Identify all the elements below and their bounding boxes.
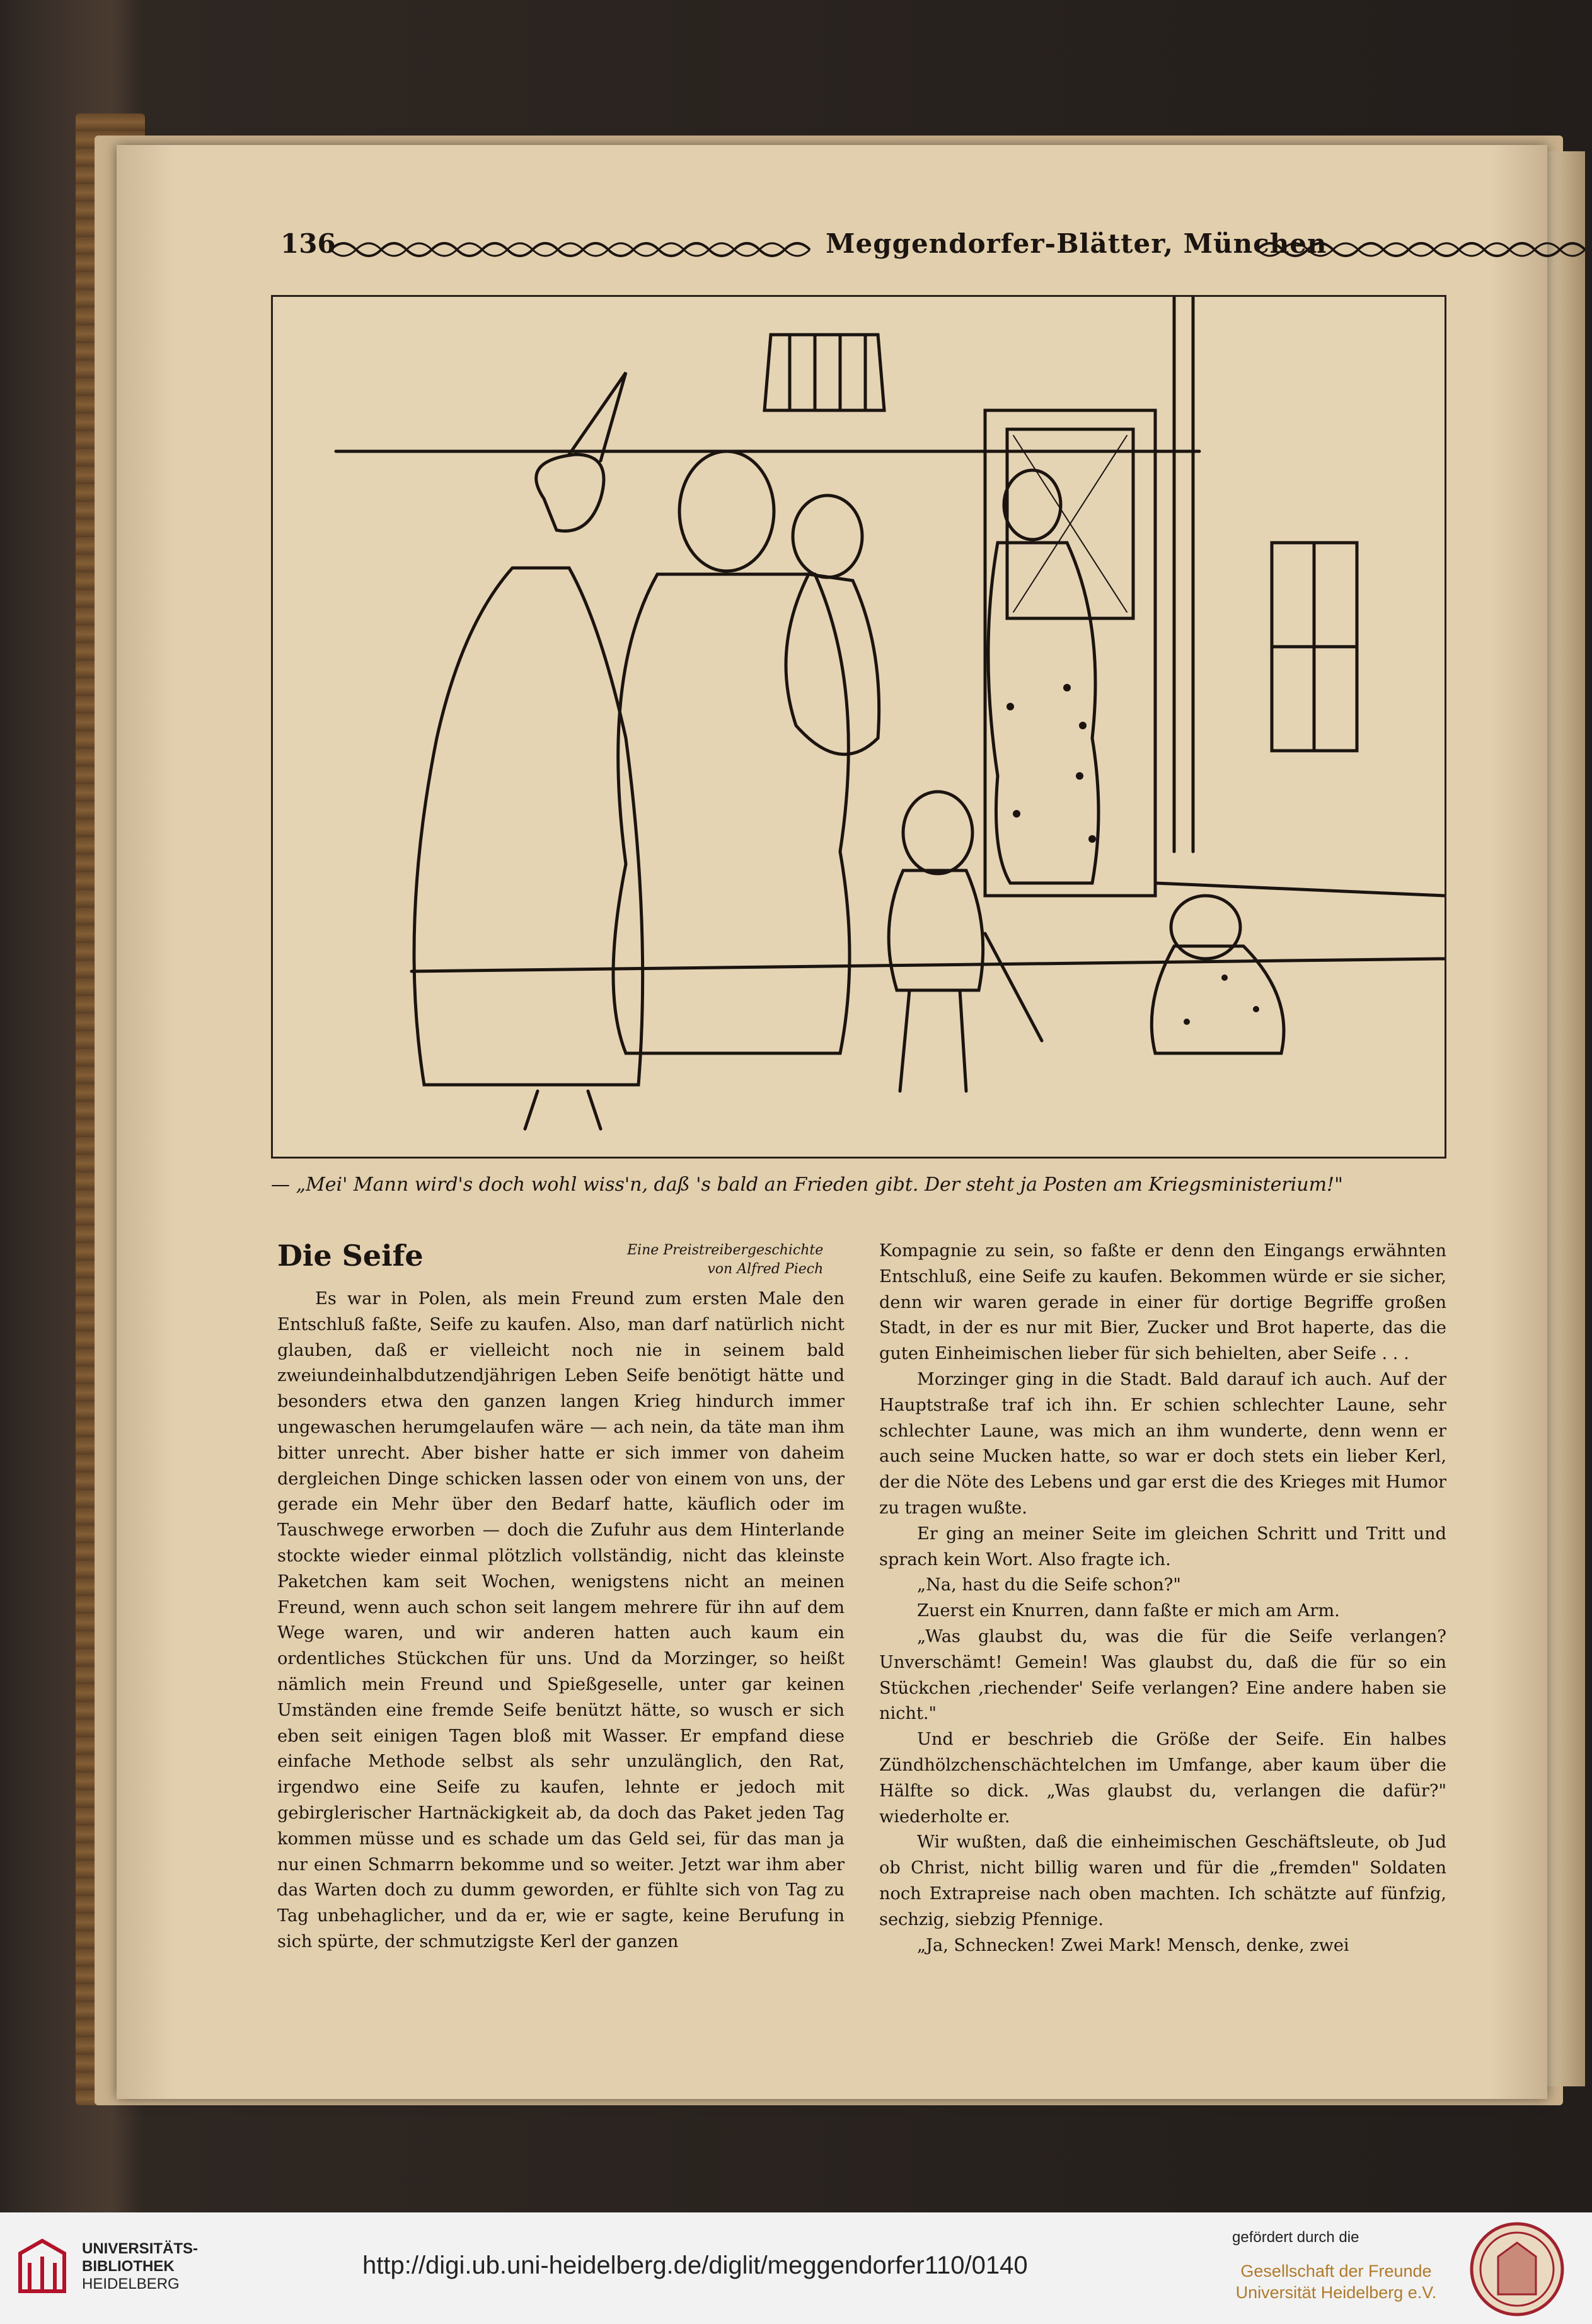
library-name-line3: HEIDELBERG — [82, 2275, 180, 2292]
paragraph: „Ja, Schnecken! Zwei Mark! Mensch, denke, zwei — [917, 1935, 1349, 1955]
byline-author: von Alfred Piech — [707, 1261, 824, 1277]
paragraph: Es war in Polen, als mein Freund zum ersten Male den Entschluß faßte, Seife zu kaufen. Also, man darf natürlich nicht glauben, daß er vielleicht noch nie in seinem bald zweiundeinhalbdutzendjährigen Leben Seife benötigt hätte und besonders etwa den ganzen langen Krieg hindurch immer ungewaschen herumgelaufen wäre — ach nein, da täte man ihm bitter unrecht. Aber bisher hatte er sich immer von daheim dergleichen Dinge schicken lassen oder von einem von uns, der gerade ein Mehr über den Bedarf hatte, käuflich oder im Tauschwege erworben — doch die Zufuhr aus dem Hinterlande stockte wieder einmal plötzlich vollständig, nicht das kleinste Paketchen kam seit Wochen, wenigstens nicht an meinen Freund, wenn auch schon seit langem mehrere für ihn auf dem Wege waren, und wir anderen hatten auch kaum ein ordentliches Stückchen für uns. Und da Morzinger, so heißt nämlich mein Freund und Spießgeselle, unter gar keinen Umständen eine fremde Seife benützt hätte, so wusch er sich eben seit einigen Tagen bloß mit Wasser. Er empfand diese einfache Methode selbst als sehr unzulänglich, den Rat, irgendwo eine Seife zu kaufen, lehnte er jedoch mit gebirglerischer Hartnäckigkeit ab, da doch das Paket jeden Tag kommen müsse und es schade um das Geld sei, für das man ja nur einen Schmarrn bekomme und so weiter. Jetzt war ihm aber das Warten doch zu dumm geworden, er fühlte sich von Tag zu Tag unbehaglicher, und da er, wie er sagte, keine Berufung in sich spürte, der schmutzigste Kerl der ganzen — [277, 1289, 845, 1951]
paragraph: Morzinger ging in die Stadt. Bald darauf ich auch. Auf der Hauptstraße traf ich ihn. Er schien schlechter Laune, sehr schlechter Laune, was mich an ihm wunderte, denn wenn er auch seine Mucken hatte, so war er doch stets ein lieber Kerl, der die Nöte des Lebens und gar erst die des Krieges mit Humor zu tragen wußte. — [879, 1369, 1446, 1518]
sponsor-name-line2: Universität Heidelberg e.V. — [1235, 2283, 1437, 2302]
university-seal-icon — [1465, 2219, 1569, 2320]
viewer-footer — [0, 2212, 1592, 2324]
article-body-left — [277, 1286, 845, 1955]
ornament-right-icon — [1257, 237, 1585, 262]
permalink-url[interactable]: http://digi.ub.uni-heidelberg.de/diglit/meggendorfer110/0140 — [362, 2252, 1028, 2279]
university-library-logo-icon — [14, 2238, 71, 2298]
page-edge — [1547, 151, 1585, 2086]
byline-subtitle: Eine Preistreibergeschichte — [627, 1242, 824, 1258]
magazine-title: Meggendorfer-Blätter, München — [826, 228, 1327, 259]
ornament-left-icon — [331, 237, 816, 262]
article-column-right — [879, 1239, 1446, 1958]
page-header — [158, 228, 1456, 271]
paragraph: „Was glaubst du, was die für die Seife verlangen? Unverschämt! Gemein! Was glaubst du, daß die für so ein Stückchen ‚riechender' Seife verlangen? Eine andere haben sie nicht." — [879, 1626, 1446, 1724]
article-title: Die Seife — [277, 1239, 424, 1273]
library-name-line1: UNIVERSITÄTS- — [82, 2240, 199, 2257]
paragraph: Er ging an meiner Seite im gleichen Schritt und Tritt und sprach kein Wort. Also fragte ich. — [879, 1523, 1446, 1570]
paragraph: Wir wußten, daß die einheimischen Geschäftsleute, ob Jud ob Christ, nicht billig waren und für die „fremden" Soldaten noch Extrapreise nach oben machten. Ich schätzte auf fünfzig, sechzig, siebzig Pfennige. — [879, 1832, 1446, 1929]
sponsor-note: gefördert durch die — [1232, 2229, 1359, 2246]
cartoon-illustration — [271, 295, 1446, 1159]
paragraph: „Na, hast du die Seife schon?" — [917, 1575, 1181, 1595]
page-number: 136 — [280, 228, 336, 259]
cartoon-drawing-icon — [273, 297, 1445, 1157]
paragraph: Kompagnie zu sein, so faßte er denn den Eingangs erwähnten Entschluß, eine Seife zu kaufen. Bekommen würde er sie sicher, denn wir waren gerade in einer für dortige Begriffe großen Stadt, in der es nur mit Bier, Zucker und Brot haperte, das die guten Einheimischen lieber für sich behielten, aber Seife . . . — [879, 1241, 1446, 1364]
sponsor-name-line1: Gesellschaft der Freunde — [1240, 2262, 1432, 2281]
paragraph: Zuerst ein Knurren, dann faßte er mich am Arm. — [917, 1601, 1340, 1621]
library-name-line2: BIBLIOTHEK — [82, 2258, 175, 2275]
article-byline — [627, 1241, 823, 1279]
paragraph: Und er beschrieb die Größe der Seife. Ein halbes Zündhölzchenschächtelchen im Umfange, aber kaum über die Hälfte so dick. „Was glaubst du, verlangen die dafür?" wiederholte er. — [879, 1730, 1446, 1827]
illustration-caption: — „Mei' Mann wird's doch wohl wiss'n, daß 's bald an Frieden gibt. Der steht ja Posten am Kriegsministerium!" — [271, 1174, 1343, 1196]
article-column-left — [277, 1239, 845, 1955]
sponsor-name — [1232, 2260, 1440, 2303]
library-name — [82, 2240, 198, 2293]
